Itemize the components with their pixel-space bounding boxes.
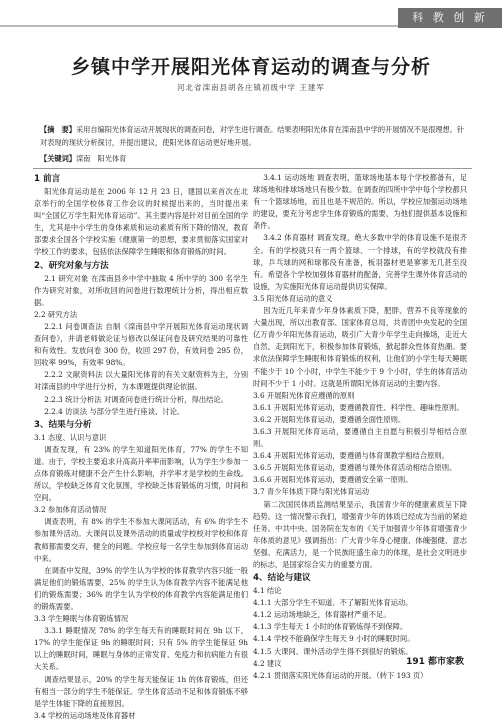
abstract-label: 【摘 要】 xyxy=(40,125,76,134)
subsection-heading: 3.6.3 开展阳光体育运动，要遵循自主自愿与积极引导相结合原则。 xyxy=(253,426,467,449)
subsection-heading: 3.6.1 开展阳光体育运动，要遵循教育性、科学性、趣味性原则。 xyxy=(253,402,464,412)
keywords-text: 滦南 阳光体育 xyxy=(75,154,127,163)
paragraph: 3.4.2 体育器材 调查发现，绝大多数中学的体育设施不是很齐全。有的学校就只有一两个篮球、一个排球，有的学校就没有排球，乒乓球的网和球都没有准备，板羽器材更是寥寥无几甚至没有。希望各个学校加强体育器材的配备，完善学生课外体育活动的设施，为实施阳光体育运动提供切实保障。 xyxy=(253,233,467,291)
subsection-heading: 3.6.6 开展阳光体育运动，要遵循安全第一原则。 xyxy=(253,475,413,485)
subsection-heading: 3.7 青少年体质下降与阳光体育运动 xyxy=(253,487,370,497)
subsection-heading: 4.1.4 学校不能确保学生每天 9 小时的睡眠时间。 xyxy=(253,634,415,644)
paragraph: 因为近几年来青少年身体素质下降，肥胖、营养不良等现象的大量出现，所以出教育部、国家体育总局，共青团中央发起的全国亿万青少年阳光体育运动，吸引广大青少年学生走向操场，走近大自然，走到阳光下，积极参加体育锻炼，掀起群众性体育热潮。要求依法保障学生睡眠和体育锻炼的权利，让他们的小学生每天睡眠不能少于 10 个小时，中学生不能少于 9 个小时，学生的体育活动时间不少于 1 小时。这就是所谓阳光体育运动的主要内容。 xyxy=(253,306,467,388)
paragraph: 调查结果显示，20% 的学生每天能保证 1h 的体育锻炼，但还有相当一部分的学生不能保证。学生体育活动不足和体育锻炼不够是学生体能下降的直接原因。 xyxy=(34,674,248,708)
keywords xyxy=(40,154,126,164)
subsection-heading: 3.1 态度、认识与意识 xyxy=(34,432,107,442)
left-column xyxy=(34,172,248,722)
paragraph: 2.2.3 统计分析法 对调查问卷进行统计分析，得出结论。 xyxy=(44,394,228,404)
paragraph: 2.2.1 问卷调查法 自制《滦南县中学开展阳光体育运动现状调查问卷》，并请老师做论证与修改以保证问卷及研究结果的可靠性和有效性。发放问卷 300 份，收回 297 份，有效问卷 295 份，回收率 99%，有效率 98%。 xyxy=(34,321,248,368)
paragraph: 3.4.1 运动场地 调查表明，篮球场地基本每个学校都备有，足球场地和排球场地只有极少数。在调查的四所中学中每个学校都只有一个篮球场地，而且也是不规范的。所以，学校应加强运动场地的建设，要充分考虑学生体育锻炼的需要，为他们提供基本设施和条件。 xyxy=(253,173,467,231)
article-title: 乡镇中学开展阳光体育运动的调查与分析 xyxy=(70,56,431,78)
paragraph: 调查发现，有 23% 的学生知道阳光体育，77% 的学生不知道。由于，学校主要追求升高高升率率而影响，认为学生少参加一点体育锻炼对健康不会产生什么影响，并学率才是学校的生命线。所以，学校缺乏体育文化氛围，学校缺乏体育锻炼的习惯，时间和空间。 xyxy=(34,444,248,503)
abstract-text: 采用自编阳光体育运动开展现状的调查问卷，对学生进行调查。结果表明阳光体育在滦南县中学的开展情况不是很理想。针对表现的现状分析探讨，并提出建议，使阳光体育运动更好地开展。 xyxy=(40,125,465,147)
paragraph: 3.3.1 睡眠情况 78% 的学生每天有的睡眠时间在 9h 以下，17% 的学生能保证 9h 的睡眠时间；只有 5% 的学生能保证 9h 以上的睡眠时间，睡眠与身体的正常发育、免疫力和抗病能力有很大关系。 xyxy=(34,626,248,672)
page-footer: 191 都市家教 xyxy=(406,657,464,667)
keywords-label: 【关键词】 xyxy=(40,154,76,163)
subsection-heading: 3.6 开展阳光体育应遵循的原则 xyxy=(253,390,355,400)
subsection-heading: 4.1.5 大课间、课外活动学生得不到很好的锻炼。 xyxy=(253,646,413,656)
paragraph: 调查表明，有 8% 的学生不参加大课间活动，有 6% 的学生不参加课外活动。大课间以及课外活动的质量或学校校对学校和体育教师都需要交弃，健全的问题。学校应每一名学生参加到体育运动中来。 xyxy=(34,517,248,563)
subsection-heading: 3.6.5 开展阳光体育运动，要遵循与课外体育活动相结合原则。 xyxy=(253,463,457,473)
section-heading: 3、结果与分析 xyxy=(34,419,92,430)
section-heading: 2、研究对象与方法 xyxy=(34,260,109,271)
section-heading: 4、结论与建议 xyxy=(253,573,311,584)
subsection-heading: 4.1 结论 xyxy=(253,586,282,596)
paragraph: 在调查中发现，39% 的学生认为学校的体育教学内容只能一般满足他们的锻炼需要，25% 的学生认为体育教学内容不能满足他们的锻炼需要；36% 的学生认为学校的体育教学内容能满足他们的锻炼需要。 xyxy=(34,565,248,611)
right-column xyxy=(253,172,467,682)
paragraph: 2.2.2 文献资料法 以大量阳光体育的有关文献资料为主，分别对滦南县的中学进行分析，为本课题提供理论依据。 xyxy=(34,370,248,392)
subsection-heading: 4.2 建议 xyxy=(253,658,282,668)
paragraph: 2.1 研究对象 在滦南县乡中学中抽取 4 所中学的 300 名学生作为研究对象，对所收回的问卷进行数理统计分析，得出相应数据。 xyxy=(34,273,248,307)
subsection-heading: 4.1.1 大部分学生不知道、不了解阳光体育运动。 xyxy=(253,598,413,608)
subsection-heading: 3.5 阳光体育运动的意义 xyxy=(253,293,333,303)
journal-header xyxy=(0,0,502,34)
subsection-heading: 3.2 参加体育活动情况 xyxy=(34,505,107,515)
paragraph: 第二次国民体质监测结果显示，我国青少年的健康素质呈下降趋势。这一情况警示我们，增强青少年的体质已经成为当前的紧迫任务。中共中央、国务院在发布的《关于加强青少年体育增强青少年体质的意见》强调指出：广大青少年身心健康、体魄强健、意志坚强、充满活力，是一个民族旺盛生命力的体现，是社会文明进步的标志，是国家综合实力的重要方面。 xyxy=(253,499,467,569)
subsection-heading: 2.2 研究方法 xyxy=(34,309,78,319)
section-badge: 科 教 创 新 xyxy=(398,8,502,28)
article-authors: 河北省滦南县胡各庄镇初级中学 王建军 xyxy=(177,83,325,92)
subsection-heading: 3.6.4 开展阳光体育运动，要遵循与体育课教学相结合原则。 xyxy=(253,451,450,461)
paragraph: 2.2.4 访谈法 与部分学生进行座谈、讨论。 xyxy=(44,406,185,416)
section-heading: 1 前言 xyxy=(34,174,61,184)
subsection-heading: 3.3 学生睡眠与体育锻炼情况 xyxy=(34,614,129,624)
subsection-heading: 3.4 学校的运动场地及体育器材 xyxy=(34,710,136,720)
subsection-heading: 4.1.2 运动场地缺乏，体育器材严重不足。 xyxy=(253,610,391,620)
abstract xyxy=(40,123,465,149)
subsection-heading: 4.1.3 学生每天 1 小时的体育锻炼得不到保障。 xyxy=(253,622,408,632)
subsection-heading: 3.6.2 开展阳光体育运动，要遵循全面性原则。 xyxy=(253,414,406,424)
subsection-heading: 4.2.1 贯彻落实阳光体育运动的开展。（转下 193 页） xyxy=(253,670,428,680)
abstract-separator xyxy=(33,168,472,169)
paragraph: 阳光体育运动是在 2006 年 12 月 23 日，建国以来首次在北京举行的全国学校体育工作会议的时候提出来的，当时提出来叫“全国亿万学生阳光体育运动”。其主要内容是针对目前全国的学生，尤其是中小学生的身体素质和运动素质有所下降的情况，教育部要求全国各个学校实施《健康第一的思想，要求贯彻落实国家对学校工作的要求，包括依法保障学生睡眠和体育锻炼的时间。 xyxy=(34,187,248,257)
